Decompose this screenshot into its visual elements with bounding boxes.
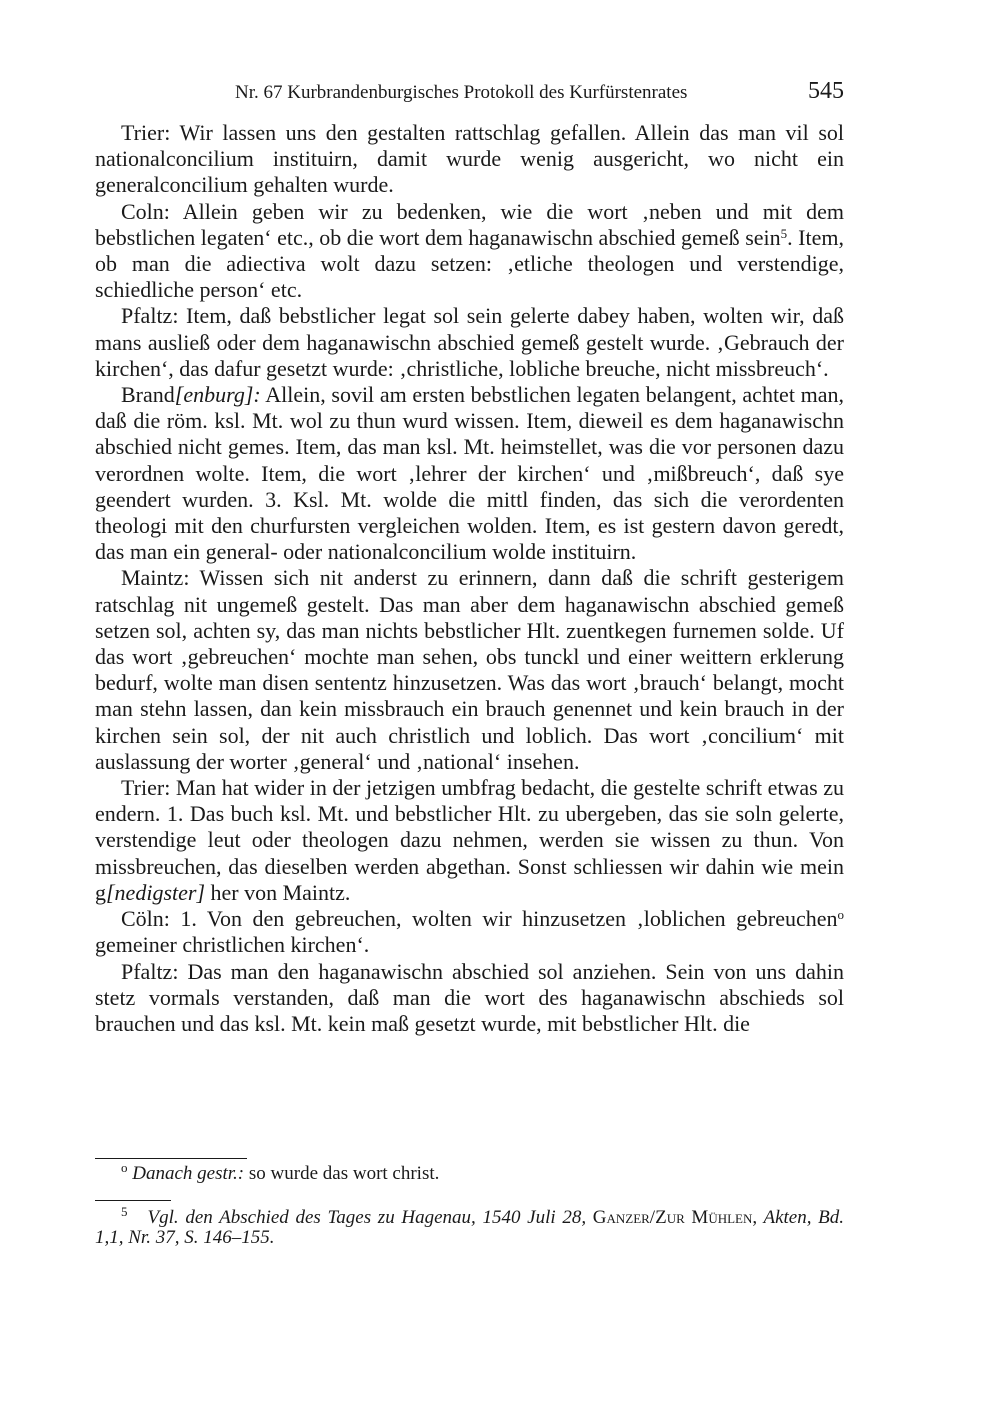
footnote-authors: Ganzer/Zur Mühlen,: [586, 1207, 758, 1228]
footnote-label: [95, 1204, 128, 1228]
main-text: [95, 120, 844, 1037]
paragraph-pfaltz-1: [95, 303, 844, 382]
paragraph-text: Cöln: 1. Von den gebreuchen, wolten wir hinzusetzen ‚loblichen gebreuchen: [121, 906, 838, 932]
paragraph-maintz: [95, 565, 844, 775]
footnote-italic: Danach gestr.:: [132, 1163, 245, 1184]
paragraph-pfaltz-2: [95, 959, 844, 1038]
paragraph-text: Trier: Man hat wider in der jetzigen umbfrag bedacht, die gestelte schrift etwas zu endern. 1. Das buch ksl. Mt. und bebstlicher Hlt. zu ubergeben, das sie soln gelerte, verstendige leut oder theologen dazu nehmen, werden sie wissen zu thun. Von missbreuchen, das dieselben werden abgethan. Sonst schliessen wir dahin wie mein g: [95, 775, 844, 905]
footnote-italic: Akten, Bd. 1,1, Nr. 37, S. 146–155.: [95, 1207, 845, 1248]
footnote-label: [95, 1160, 128, 1184]
footnote-rule-commentary: [95, 1200, 171, 1201]
paragraph-text: Pfaltz: Das man den haganawischn abschied sol anziehen. Sein von uns dahin stetz vormals verstanden, daß man die wort des haganawischn abschieds sol brauchen und das ksl. Mt. kein maß gesetzt wurde, mit bebstlicher Hlt. die: [95, 958, 844, 1036]
paragraph-text: gemeiner christlichen kirchen‘.: [95, 932, 370, 958]
paragraph-coln-1: [95, 199, 844, 304]
running-header: [95, 78, 844, 108]
editorial-expansion: [nedigster]: [106, 879, 205, 905]
footnote-5: [95, 1204, 845, 1248]
footnote-mark: 5: [121, 1204, 128, 1219]
footnote-ref-o[interactable]: o: [837, 907, 844, 923]
footnote-rule-textcritical: [95, 1158, 247, 1159]
paragraph-trier-2: [95, 775, 844, 906]
paragraph-brandenburg: [95, 382, 844, 565]
paragraph-text: Pfaltz: Item, daß bebstlicher legat sol sein gelerte dabey haben, wolten wir, daß mans ausließ oder dem haganawischn abschied gemeß gestelt wurde. ‚Gebrauch der kirchen‘, das dafur gesetzt wurde: ‚christliche, lobliche breuche, nicht missbreuch‘.: [95, 303, 844, 381]
paragraph-text: Trier: Wir lassen uns den gestalten rattschlag gefallen. Allein das man vil sol nationalconcilium instituirn, damit wurde wenig ausgericht, wo nicht ein generalconcilium gehalten wurde.: [95, 120, 844, 198]
footnote-mark: o: [121, 1160, 128, 1175]
speaker-name: Brand: [121, 382, 175, 408]
paragraph-text: . Item, ob man die adiectiva wolt dazu setzen: ‚etliche theologen und verstendige, schiedliche person‘ etc.: [95, 224, 844, 303]
footnote-o: [95, 1160, 844, 1184]
footnote-italic: Vgl. den Abschied des Tages zu Hagenau, 1540 Juli 28,: [147, 1207, 587, 1228]
paragraph-text: Maintz: Wissen sich nit anderst zu erinnern, dann daß die schrift gesterigem ratschlag nit ungemeß gestelt. Das man aber dem haganawischn abschied gemeß setzen sol, achten sy, das man nichts bebstlicher Hlt. zuentkegen furnemen solde. Uf das wort ‚gebreuchen‘ mochte man sehen, obs tunckl und einer weittern erklerung bedurf, wolte man disen sententz hinzusetzen. Was das wort ‚brauch‘ belangt, mocht man stehn lassen, dan kein missbrauch ein brauch genennet und kein brauch in der kirchen sein sol, der nit auch christlich und loblich. Das wort ‚concilium‘ mit auslassung der worter ‚general‘ und ‚national‘ insehen.: [95, 565, 844, 774]
editorial-expansion: [enburg]:: [174, 382, 261, 408]
page-number: 545: [808, 78, 844, 104]
paragraph-text: Allein, sovil am ersten bebstlichen legaten belangent, achtet man, daß die röm. ksl. Mt. wol zu thun wurd wissen. Item, dieweil es dem haganawischn abschied nicht gemes. Item, das man ksl. Mt. heimstellet, was die vor personen dazu verordnen wolte. Item, die wort ‚lehrer der kirchen‘ und ‚mißbreuch‘, daß sye geendert wurden. 3. Ksl. Mt. wolde die mittl finden, das sich die verordenten theologi mit den churfursten vergleichen wolden. Item, es ist gestern davon geredt, das man ein general- oder nationalconcilium wolde instituirn.: [95, 382, 844, 565]
footnote-ref-5[interactable]: 5: [780, 225, 788, 241]
paragraph-coln-2: [95, 906, 844, 958]
paragraph-text: Coln: Allein geben wir zu bedenken, wie die wort ‚neben und mit dem bebstlichen legaten‘ etc., ob die wort dem haganawischn abschied gemeß sein: [95, 198, 844, 250]
footnote-text: so wurde das wort christ.: [244, 1163, 440, 1184]
paragraph-text: her von Maintz.: [205, 879, 351, 905]
paragraph-trier-1: [95, 120, 844, 199]
running-title: Nr. 67 Kurbrandenburgisches Protokoll des Kurfürstenrates: [235, 82, 688, 103]
